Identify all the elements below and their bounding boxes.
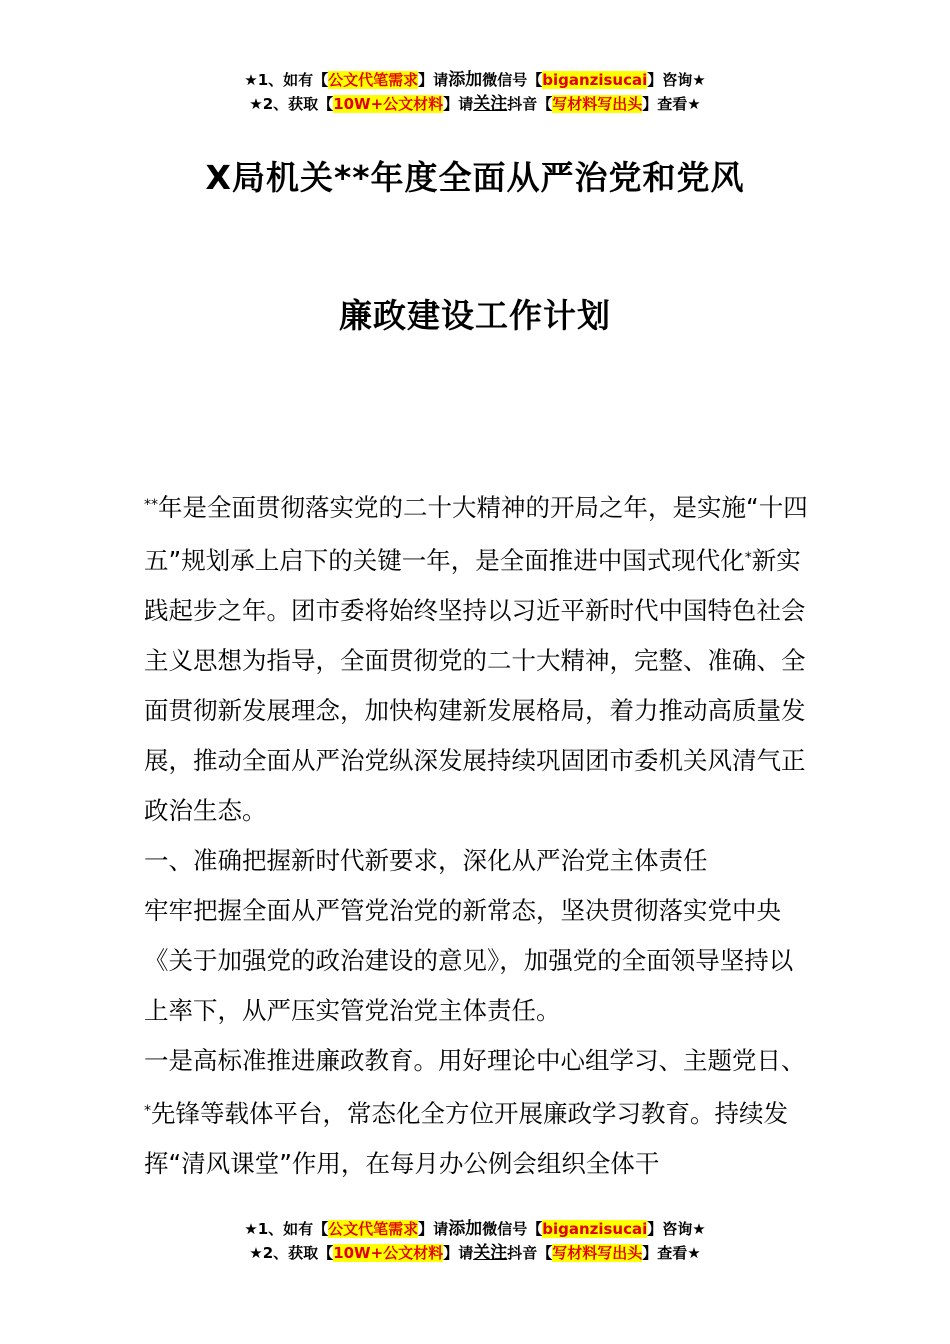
paragraph-education: 一是高标准推进廉政教育。用好理论中心组学习、主题党日、*先锋等载体平台，常态化全方位开展廉政学习教育。持续发挥“清风课堂”作用，在每月办公例会组织全体干 <box>144 1046 806 1178</box>
document-title-line-1: X局机关**年度全面从严治党和党风 <box>205 158 745 197</box>
banner-line-1: ★1、如有【公文代笔需求】请添加微信号【biganzisucai】咨询★ <box>244 70 706 90</box>
document-title-line-2: 廉政建设工作计划 <box>339 296 611 335</box>
header-banner <box>0 68 950 116</box>
highlight-materials: 10W+公文材料 <box>333 95 444 113</box>
highlight-service: 公文代笔需求 <box>328 71 419 89</box>
banner-line-2: ★2、获取【10W+公文材料】请关注抖音【写材料写出头】查看★ <box>249 1243 701 1263</box>
paragraph-intro: **年是全面贯彻落实党的二十大精神的开局之年，是实施“十四五”规划承上启下的关键一年，是全面推进中国式现代化*新实践起步之年。团市委将始终坚持以习近平新时代中国特色社会主义思想为指导，全面贯彻党的二十大精神，完整、准确、全面贯彻新发展理念，加快构建新发展格局，着力推动高质量发展，推动全面从严治党纵深发展持续巩固团市委机关风清气正政治生态。 <box>144 493 808 825</box>
highlight-douyin: 写材料写出头 <box>552 1244 643 1262</box>
highlight-wechat-id: biganzisucai <box>542 1220 648 1238</box>
highlight-materials: 10W+公文材料 <box>333 1244 444 1262</box>
section-heading-1: 一、准确把握新时代新要求，深化从严治党主体责任 <box>144 846 708 875</box>
paragraph-responsibility: 牢牢把握全面从严管党治党的新常态，坚决贯彻落实党中央《关于加强党的政治建设的意见》，加强党的全面领导坚持以上率下，从严压实管党治党主体责任。 <box>144 896 794 1025</box>
banner-line-2: ★2、获取【10W+公文材料】请关注抖音【写材料写出头】查看★ <box>249 94 701 114</box>
banner-line-1: ★1、如有【公文代笔需求】请添加微信号【biganzisucai】咨询★ <box>244 1219 706 1239</box>
highlight-service: 公文代笔需求 <box>328 1220 419 1238</box>
highlight-wechat-id: biganzisucai <box>542 71 648 89</box>
highlight-douyin: 写材料写出头 <box>552 95 643 113</box>
document-body <box>144 480 809 1189</box>
footer-banner <box>0 1217 950 1265</box>
